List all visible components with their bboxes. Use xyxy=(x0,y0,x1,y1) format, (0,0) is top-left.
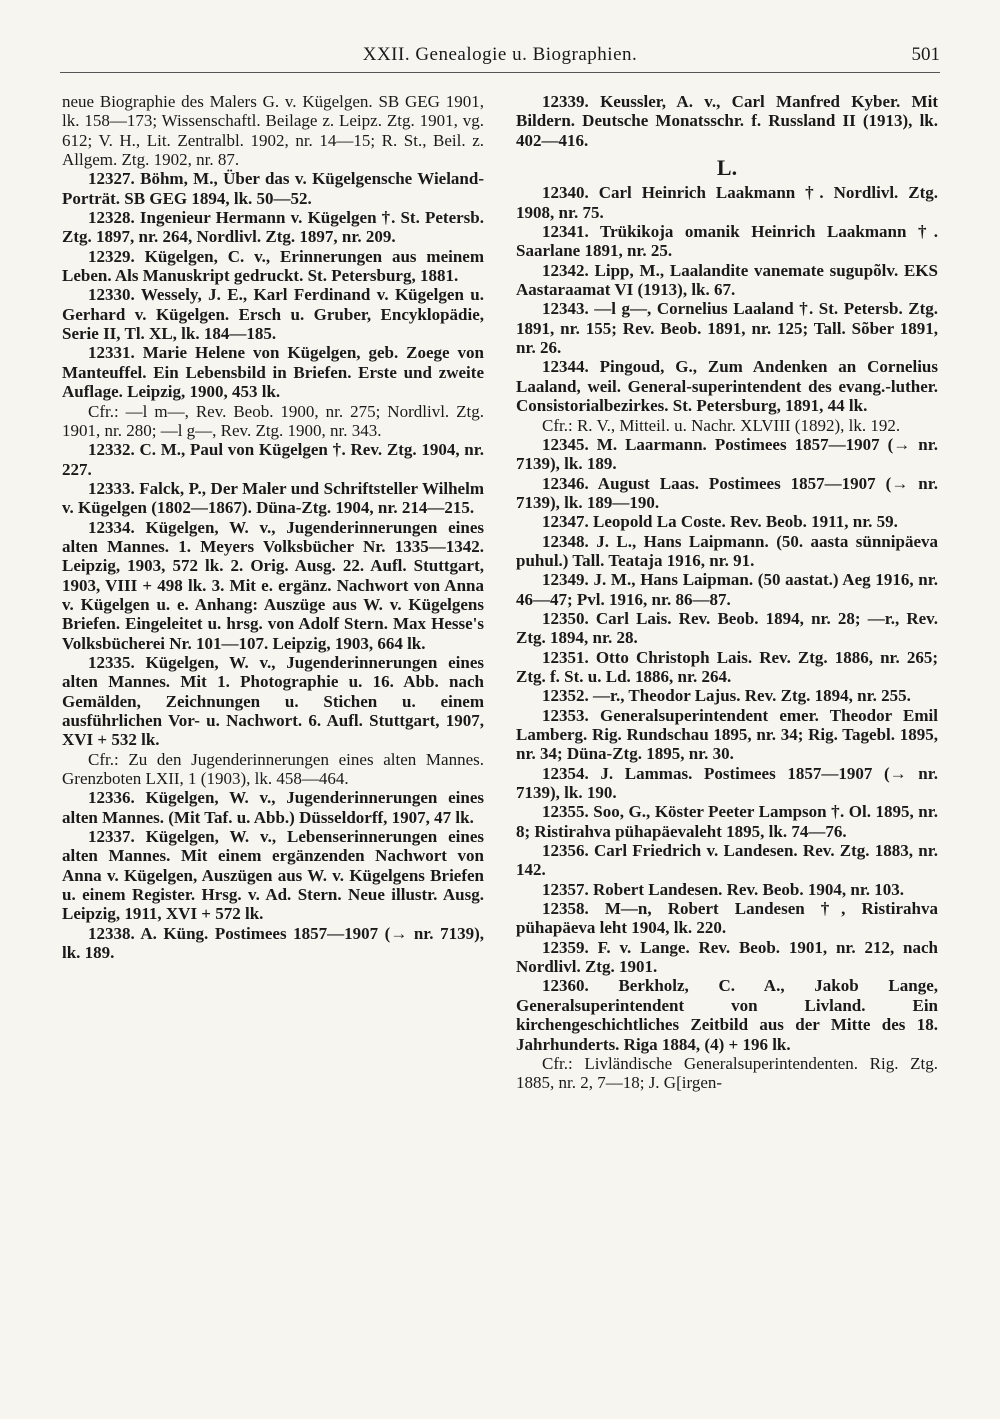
bibliography-entry: 12346. August Laas. Postimees 1857—1907 (→ nr. 7139), lk. 189—190. xyxy=(516,473,938,512)
bibliography-entry: 12331. Marie Helene von Kügelgen, geb. Zoege von Manteuffel. Ein Lebensbild in Briefen. Erste und zweite Auflage. Leipzig, 1900, 453 lk. xyxy=(62,343,484,402)
bibliography-entry: 12351. Otto Christoph Lais. Rev. Ztg. 1886, nr. 265; Ztg. f. St. u. Ld. 1886, nr. 264. xyxy=(516,647,938,686)
cfr-note: Cfr.: R. V., Mitteil. u. Nachr. XLVIII (1892), lk. 192. xyxy=(542,415,901,435)
bibliography-entry: 12344. Pingoud, G., Zum Andenken an Cornelius Laaland, weil. General-superintendent des evang.-luther. Consistorialbezirkes. St. Petersburg, 1891, 44 lk. xyxy=(516,357,938,416)
bibliography-entry: 12354. J. Lammas. Postimees 1857—1907 (→ nr. 7139), lk. 190. xyxy=(516,763,938,803)
bibliography-entry: 12333. Falck, P., Der Maler und Schriftsteller Wilhelm v. Kügelgen (1802—1867). Düna-Ztg. 1904, nr. 214—215. xyxy=(62,478,484,518)
bibliography-entry: 12327. Böhm, M., Über das v. Kügelgensche Wieland-Porträt. SB GEG 1894, lk. 50—52. xyxy=(62,169,484,208)
bibliography-entry: 12335. Kügelgen, W. v., Jugenderinnerungen eines alten Mannes. Mit 1. Photographie u. 16. Abb. nach Gemälden, Zeichnungen u. Stichen u. einem ausführlichen Vor- u. Nachwort. 6. Aufl. Stuttgart, 1907, XVI + 532 lk. xyxy=(62,652,484,750)
bibliography-entry: 12350. Carl Lais. Rev. Beob. 1894, nr. 28; —r., Rev. Ztg. 1894, nr. 28. xyxy=(516,608,938,648)
left-column xyxy=(62,92,484,962)
bibliography-entry: 12330. Wessely, J. E., Karl Ferdinand v. Kügelgen u. Gerhard v. Kügelgen. Ersch u. Gruber, Encyklopädie, Serie II, Tl. XL, lk. 184—185. xyxy=(62,285,484,344)
bibliography-entry: 12340. Carl Heinrich Laakmann †. Nordlivl. Ztg. 1908, nr. 75. xyxy=(516,183,938,222)
bibliography-entry: 12359. F. v. Lange. Rev. Beob. 1901, nr. 212, nach Nordlivl. Ztg. 1901. xyxy=(516,937,938,977)
bibliography-entry: 12342. Lipp, M., Laalandite vanemate sugupõlv. EKS Aastaraamat VI (1913), lk. 67. xyxy=(516,260,938,300)
cfr-note: Cfr.: Zu den Jugenderinnerungen eines alten Mannes. Grenzboten LXII, 1 (1903), lk. 458—464. xyxy=(62,749,484,789)
bibliography-entry: 12343. —l g—, Cornelius Laaland †. St. Petersb. Ztg. 1891, nr. 155; Rev. Beob. 1891, nr. 125; Tall. Sõber 1891, nr. 26. xyxy=(516,299,938,358)
bibliography-entry: 12336. Kügelgen, W. v., Jugenderinnerungen eines alten Mannes. (Mit Taf. u. Abb.) Düsseldorff, 1907, 47 lk. xyxy=(62,788,484,827)
bibliography-entry: 12349. J. M., Hans Laipman. (50 aastat.) Aeg 1916, nr. 46—47; Pvl. 1916, nr. 86—87. xyxy=(516,570,938,609)
bibliography-entry: 12360. Berkholz, C. A., Jakob Lange, Generalsuperintendent von Livland. Ein kirchengeschichtliches Zeitbild aus der Mitte des 18. Jahrhunderts. Riga 1884, (4) + 196 lk. xyxy=(516,976,938,1054)
section-letter: L. xyxy=(716,155,738,181)
bibliography-entry: 12338. A. Küng. Postimees 1857—1907 (→ nr. 7139), lk. 189. xyxy=(62,923,484,963)
bibliography-entry: 12347. Leopold La Coste. Rev. Beob. 1911, nr. 59. xyxy=(542,512,898,532)
cfr-note: Cfr.: Livländische Generalsuperintendenten. Rig. Ztg. 1885, nr. 2, 7—18; J. G[irgen- xyxy=(516,1053,938,1093)
bibliography-entry: 12341. Trükikoja omanik Heinrich Laakmann †. Saarlane 1891, nr. 25. xyxy=(516,222,938,261)
bibliography-entry: 12329. Kügelgen, C. v., Erinnerungen aus meinem Leben. Als Manuskript gedruckt. St. Petersburg, 1881. xyxy=(62,246,484,286)
bibliography-entry: 12348. J. L., Hans Laipmann. (50. aasta sünnipäeva puhul.) Tall. Teataja 1916, nr. 91. xyxy=(516,531,938,570)
bibliography-entry: 12357. Robert Landesen. Rev. Beob. 1904, nr. 103. xyxy=(542,879,905,899)
bibliography-entry: 12353. Generalsuperintendent emer. Theodor Emil Lamberg. Rig. Rundschau 1895, nr. 34; Rig. Tagebl. 1895, nr. 34; Düna-Ztg. 1895, nr. 30. xyxy=(516,705,938,764)
right-column xyxy=(516,92,938,1093)
bibliography-entry: 12358. M—n, Robert Landesen †, Ristirahva pühapäeva leht 1904, lk. 220. xyxy=(516,899,938,938)
bibliography-entry: 12337. Kügelgen, W. v., Lebenserinnerungen eines alten Mannes. Mit einem ergänzenden Nachwort von Anna v. Kügelgen, Auszügen aus W. v. Kügelgens Briefen u. einem Register. Hrsg. v. Ad. Stern. Neue illustr. Ausg. Leipzig, 1911, XVI + 572 lk. xyxy=(62,827,484,924)
running-header xyxy=(60,38,940,68)
bibliography-entry: 12355. Soo, G., Köster Peeter Lampson †. Ol. 1895, nr. 8; Ristirahva pühapäevaleht 1895, lk. 74—76. xyxy=(516,802,938,841)
bibliography-entry: 12332. C. M., Paul von Kügelgen †. Rev. Ztg. 1904, nr. 227. xyxy=(62,440,484,479)
cfr-note: neue Biographie des Malers G. v. Kügelgen. SB GEG 1901, lk. 158—173; Wissenschaftl. Beilage z. Leipz. Ztg. 1901, vg. 612; V. H., Lit. Zentralbl. 1902, nr. 14—15; R. St., Beil. z. Allgem. Ztg. 1902, nr. 87. xyxy=(62,92,484,170)
bibliography-entry: 12356. Carl Friedrich v. Landesen. Rev. Ztg. 1883, nr. 142. xyxy=(516,841,938,880)
bibliography-entry: 12352. —r., Theodor Lajus. Rev. Ztg. 1894, nr. 255. xyxy=(542,686,911,706)
chapter-title: XXII. Genealogie u. Biographien. xyxy=(362,44,638,65)
header-rule xyxy=(60,72,940,73)
page-number: 501 xyxy=(911,44,940,65)
bibliography-entry: 12345. M. Laarmann. Postimees 1857—1907 (→ nr. 7139), lk. 189. xyxy=(516,434,938,474)
cfr-note: Cfr.: —l m—, Rev. Beob. 1900, nr. 275; Nordlivl. Ztg. 1901, nr. 280; —l g—, Rev. Ztg. 1900, nr. 343. xyxy=(62,401,484,440)
bibliography-entry: 12328. Ingenieur Hermann v. Kügelgen †. St. Petersb. Ztg. 1897, nr. 264, Nordlivl. Ztg. 1897, nr. 209. xyxy=(62,208,484,247)
bibliography-entry: 12339. Keussler, A. v., Carl Manfred Kyber. Mit Bildern. Deutsche Monatsschr. f. Russland II (1913), lk. 402—416. xyxy=(516,92,938,150)
bibliography-entry: 12334. Kügelgen, W. v., Jugenderinnerungen eines alten Mannes. 1. Meyers Volksbücher Nr. 1335—1342. Leipzig, 1903, 572 lk. 2. Orig. Ausg. 22. Aufl. Stuttgart, 1903, VIII + 498 lk. 3. Mit e. ergänz. Nachwort von Anna v. Kügelgen u. e. Anhang: Auszüge aus W. v. Kügelgens Briefen. Eingeleitet u. hrsg. von Adolf Stern. Max Hesse's Volksbücherei Nr. 101—107. Leipzig, 1903, 664 lk. xyxy=(62,517,484,653)
